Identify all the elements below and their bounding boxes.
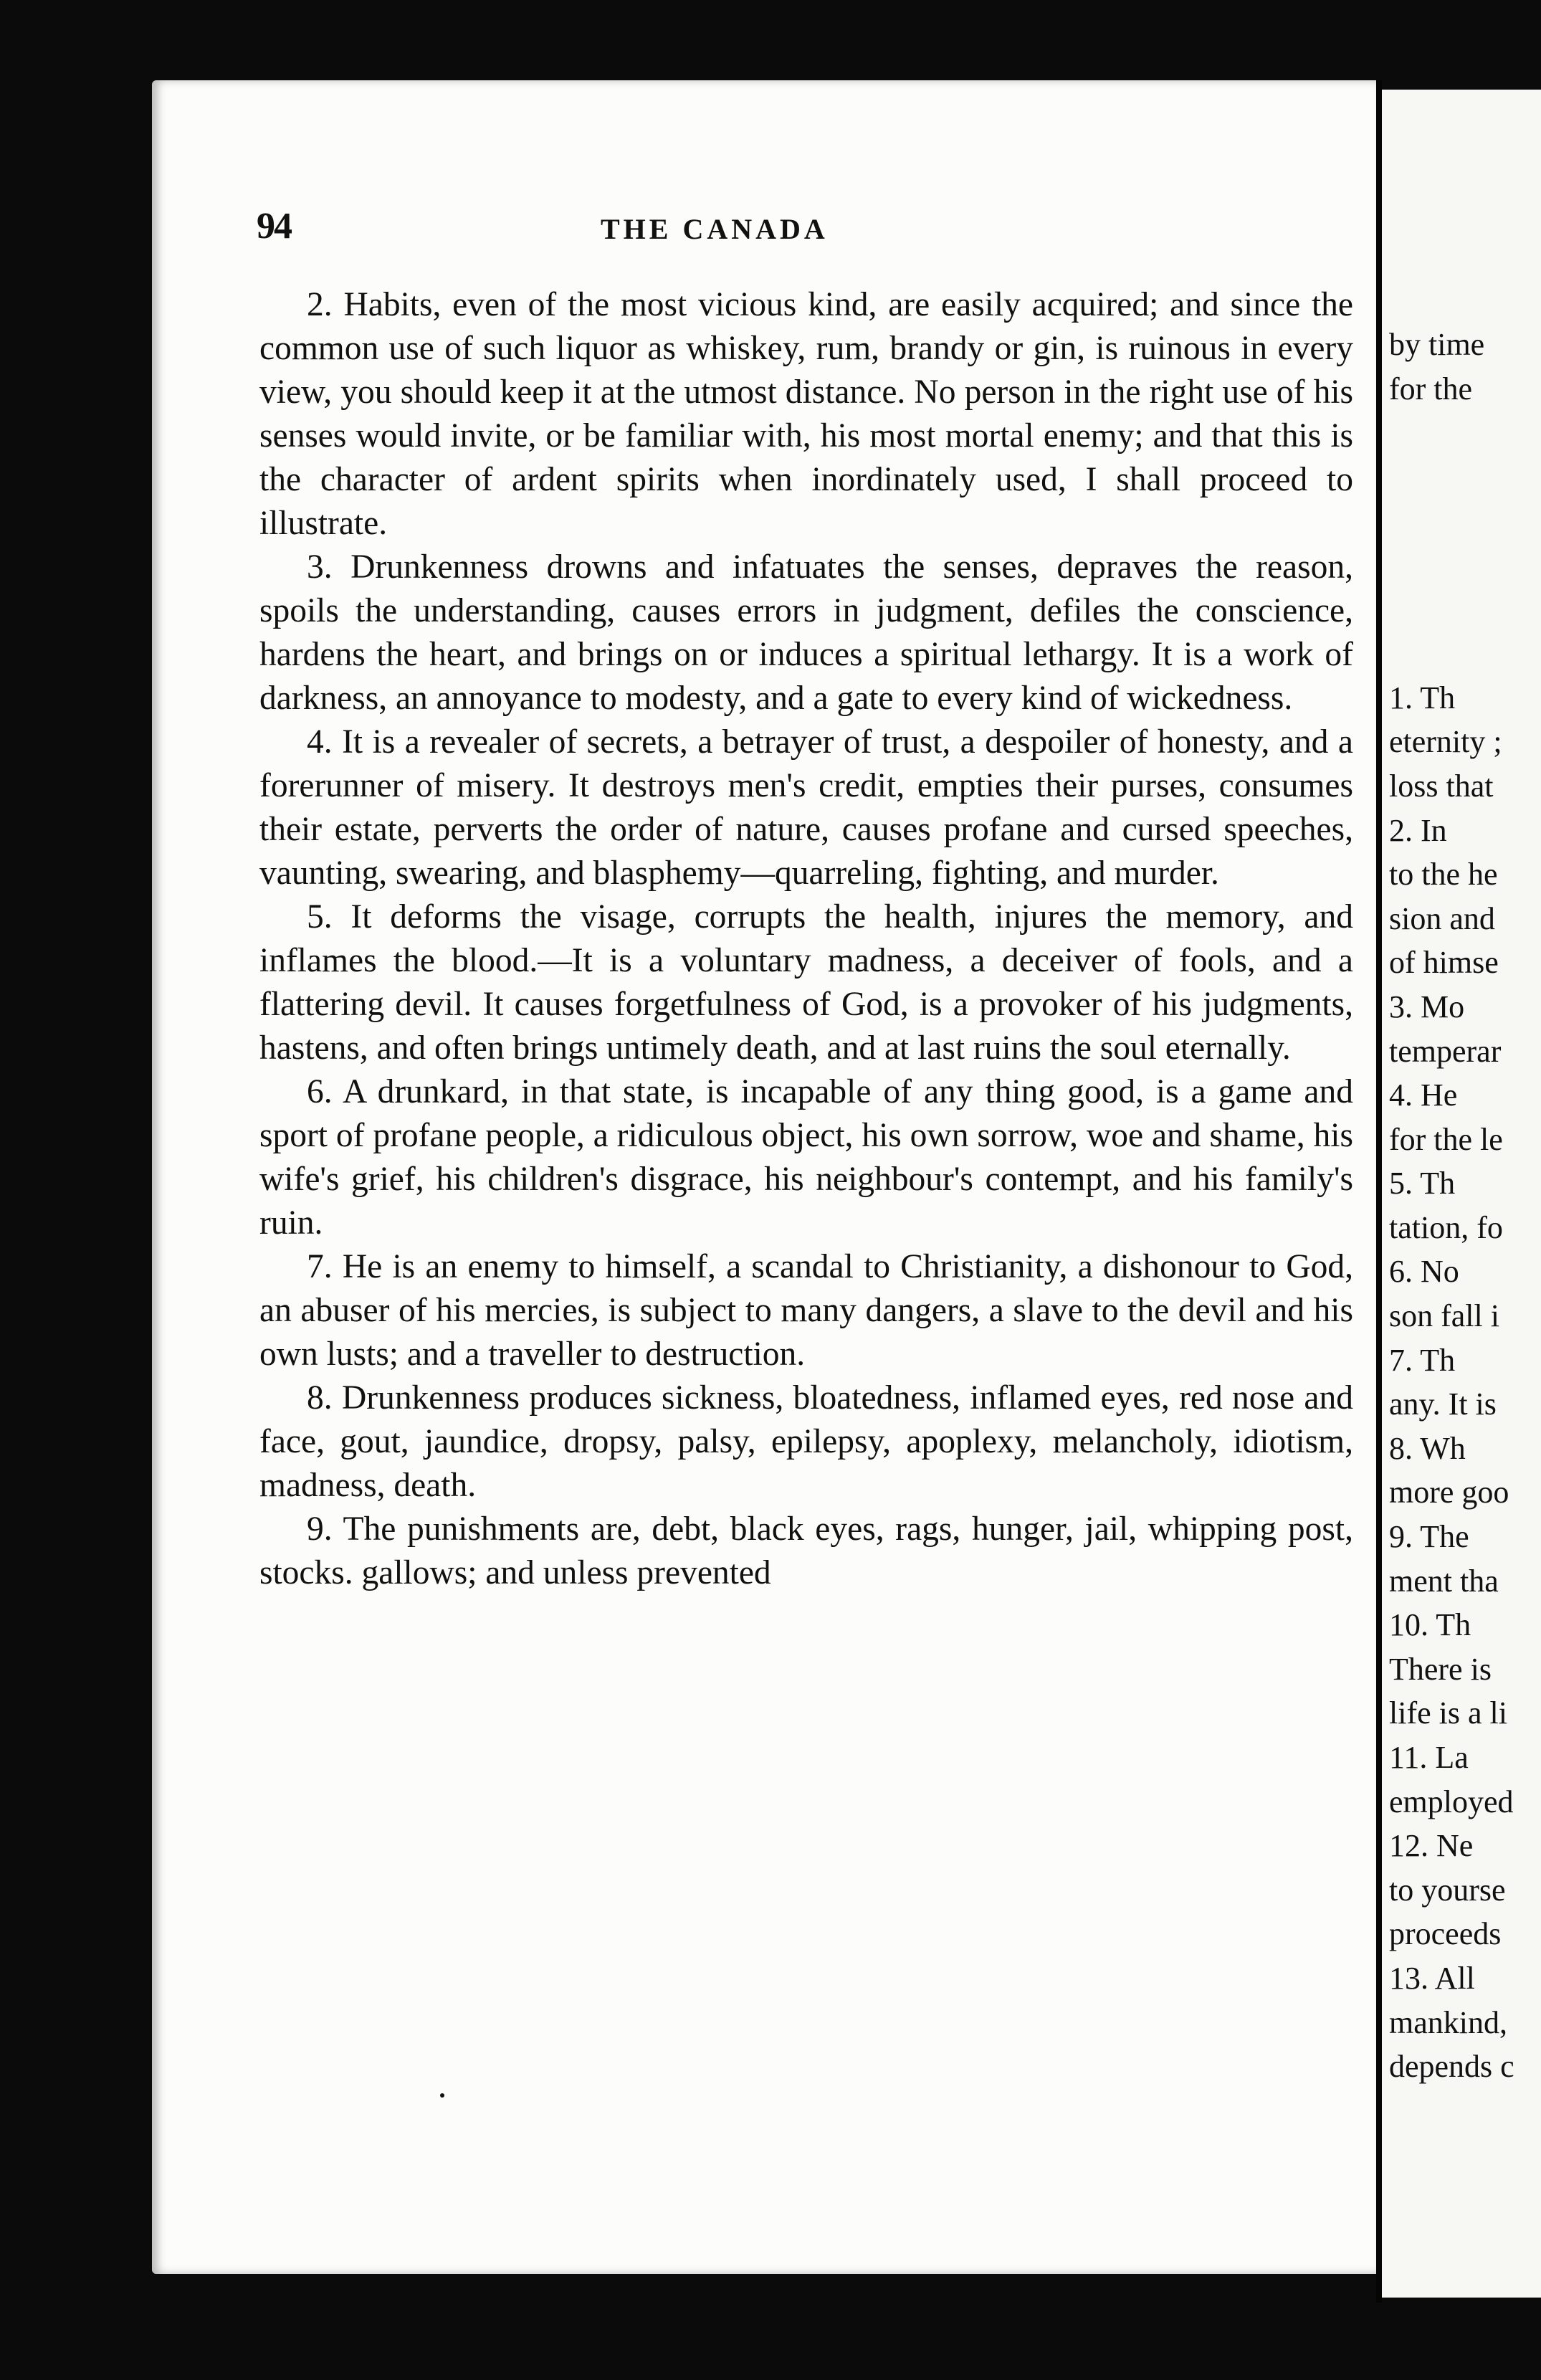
right-page-line xyxy=(1389,632,1541,676)
right-page-line: to yourse xyxy=(1389,1872,1506,1908)
right-page-line: 11. La xyxy=(1389,1740,1469,1775)
right-page-line: ment tha xyxy=(1389,1563,1499,1599)
right-page-line: eternity ; xyxy=(1389,724,1502,760)
right-page-text xyxy=(1389,323,1541,2089)
right-page-line: depends c xyxy=(1389,2049,1514,2085)
right-page-line: of himse xyxy=(1389,945,1499,981)
right-page-line: 5. Th xyxy=(1389,1166,1456,1201)
right-page-line: for the xyxy=(1389,371,1473,406)
right-page-line: 9. The xyxy=(1389,1519,1469,1555)
paragraph-4: 4. It is a revealer of secrets, a betrayer of trust, a despoiler of honesty, and a forerunner of misery. It destroys men's credit, empties their purses, consumes their estate, perverts the order of nature, causes profane and cursed speeches, vaunting, swearing, and blasphemy—quarreling, fighting, and murder. xyxy=(259,723,1353,892)
right-page-line xyxy=(1389,455,1541,500)
right-page-line: temperar xyxy=(1389,1033,1502,1069)
right-page-line: employed xyxy=(1389,1784,1514,1819)
right-page-line: for the le xyxy=(1389,1121,1503,1157)
right-page-line: son fall i xyxy=(1389,1298,1499,1334)
right-page-line: loss that xyxy=(1389,768,1494,804)
right-page-line: by time xyxy=(1389,327,1485,362)
ink-speck xyxy=(440,2093,444,2098)
right-page-line: 2. In xyxy=(1389,812,1447,848)
right-page-line xyxy=(1389,411,1541,455)
paragraph-8: 8. Drunkenness produces sickness, bloatedness, inflamed eyes, red nose and face, gout, jaundice, dropsy, palsy, epilepsy, apoplexy, melancholy, idiotism, madness, death. xyxy=(259,1379,1353,1504)
body-text xyxy=(259,283,1353,1595)
page-header xyxy=(257,205,1353,255)
right-page-line: 12. Ne xyxy=(1389,1828,1474,1864)
paragraph-3: 3. Drunkenness drowns and infatuates the senses, depraves the reason, spoils the understanding, causes errors in judgment, defiles the conscience, hardens the heart, and brings on or induces a spiritual lethargy. It is a work of darkness, an annoyance to modesty, and a gate to every kind of wickedness. xyxy=(259,548,1353,717)
right-page-line: sion and xyxy=(1389,900,1495,936)
right-page-line: any. It is xyxy=(1389,1386,1497,1422)
right-page-line: 4. He xyxy=(1389,1077,1458,1113)
right-page-line: tation, fo xyxy=(1389,1209,1503,1245)
right-page-line: 3. Mo xyxy=(1389,989,1465,1024)
right-page-line: 1. Th xyxy=(1389,680,1456,715)
right-page-line: life is a li xyxy=(1389,1695,1507,1731)
right-page-line xyxy=(1389,588,1541,632)
page-number: 94 xyxy=(257,206,291,247)
right-page-line: mankind, xyxy=(1389,2004,1507,2040)
right-page-line: proceeds xyxy=(1389,1916,1502,1952)
paragraph-6: 6. A drunkard, in that state, is incapable of any thing good, is a game and sport of profane people, a ridiculous object, his own sorrow, woe and shame, his wife's grief, his children's disgrace, his neighbour's contempt, and his family's ruin. xyxy=(259,1073,1353,1242)
page-gutter xyxy=(1376,80,1382,2303)
right-page-line: 6. No xyxy=(1389,1254,1459,1290)
paragraph-5: 5. It deforms the visage, corrupts the health, injures the memory, and inflames the blood.—It is a voluntary madness, a deceiver of fools, and a flattering devil. It causes forgetfulness of God, is a provoker of his judgments, hastens, and often brings untimely death, and at last ruins the soul eternally. xyxy=(259,898,1353,1067)
paragraph-2: 2. Habits, even of the most vicious kind, are easily acquired; and since the common use of such liquor as whiskey, rum, brandy or gin, is ruinous in every view, you should keep it at the utmost distance. No person in the right use of his senses would invite, or be familiar with, his most mortal enemy; and that this is the character of ardent spirits when inordinately used, I shall proceed to illustrate. xyxy=(259,286,1353,542)
paragraph-7: 7. He is an enemy to himself, a scandal to Christianity, a dishonour to God, an abuser of his mercies, is subject to many dangers, a slave to the devil and his own lusts; and a traveller to destruction. xyxy=(259,1248,1353,1373)
running-head: THE CANADA xyxy=(601,213,829,245)
right-page-line xyxy=(1389,499,1541,543)
right-page-line xyxy=(1389,543,1541,588)
right-page-line: There is xyxy=(1389,1651,1492,1687)
right-page-line: more goo xyxy=(1389,1475,1509,1510)
right-page-line: 10. Th xyxy=(1389,1607,1471,1643)
right-page-line: 13. All xyxy=(1389,1960,1475,1996)
right-page-line: 8. Wh xyxy=(1389,1430,1466,1466)
right-page-line: to the he xyxy=(1389,857,1498,892)
paragraph-9: 9. The punishments are, debt, black eyes, rags, hunger, jail, whipping post, stocks. gallows; and unless prevented xyxy=(259,1510,1353,1591)
right-page-line: 7. Th xyxy=(1389,1342,1456,1378)
